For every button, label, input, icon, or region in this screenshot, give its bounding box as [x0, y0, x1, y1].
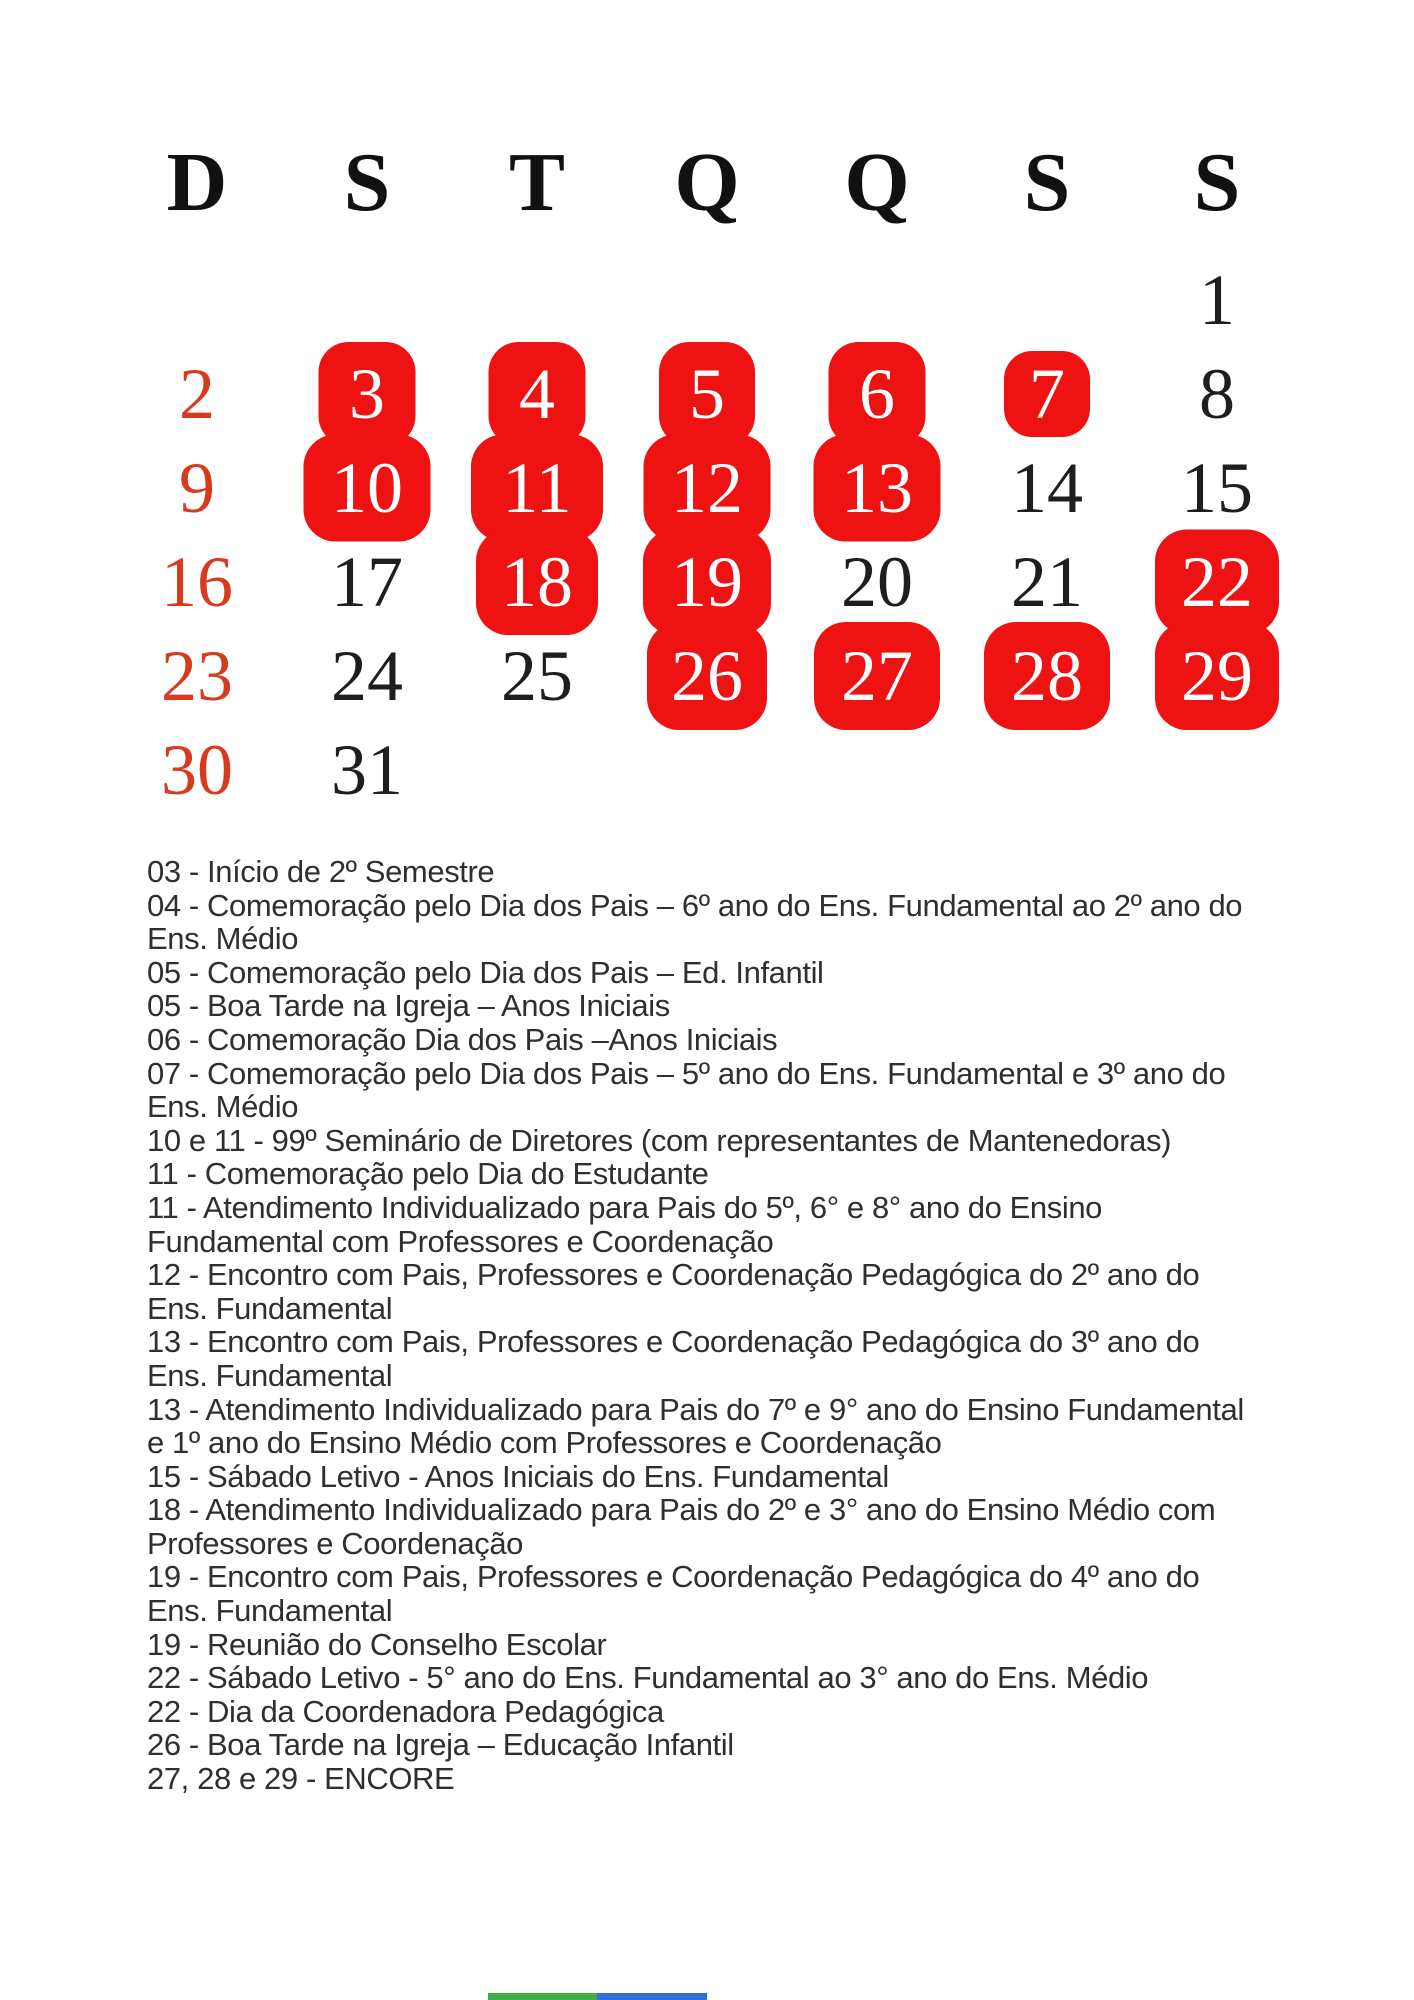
day-cell — [1132, 441, 1302, 535]
day-cell — [112, 723, 282, 817]
day-number: 21 — [1011, 542, 1083, 622]
footer-color-strip — [0, 1993, 1414, 2000]
day-cell — [1132, 629, 1302, 723]
day-number: 31 — [331, 730, 403, 810]
day-cell — [282, 441, 452, 535]
day-cell — [792, 535, 962, 629]
day-number: 28 — [1011, 636, 1083, 716]
event-line: 26 - Boa Tarde na Igreja – Educação Infantil — [147, 1727, 734, 1763]
day-cell — [962, 347, 1132, 441]
day-cell — [282, 347, 452, 441]
day-cell — [792, 347, 962, 441]
event-line: Ens. Médio — [147, 921, 299, 957]
day-number: 24 — [331, 636, 403, 716]
event-line: 22 - Sábado Letivo - 5° ano do Ens. Fundamental ao 3° ano do Ens. Médio — [147, 1660, 1149, 1696]
weekday-label: Q — [844, 136, 910, 229]
day-number: 12 — [671, 448, 743, 528]
day-number: 20 — [841, 542, 913, 622]
event-line: 11 - Atendimento Individualizado para Pais do 5º, 6° e 8° ano do Ensino — [147, 1189, 1103, 1225]
event-line: Fundamental com Professores e Coordenação — [147, 1223, 774, 1259]
day-cell — [282, 629, 452, 723]
day-number: 10 — [331, 448, 403, 528]
day-number: 6 — [859, 354, 895, 434]
day-cell — [962, 629, 1132, 723]
day-cell — [792, 629, 962, 723]
day-cell — [112, 629, 282, 723]
day-number: 5 — [689, 354, 725, 434]
day-number: 25 — [501, 636, 573, 716]
day-number: 9 — [179, 448, 215, 528]
weekday-label: Q — [674, 136, 740, 229]
event-line: e 1º ano do Ensino Médio com Professores e Coordenação — [147, 1425, 942, 1461]
event-line: 13 - Encontro com Pais, Professores e Coordenação Pedagógica do 3º ano do — [147, 1324, 1200, 1360]
event-line: Ens. Fundamental — [147, 1357, 393, 1393]
day-number: 27 — [841, 636, 913, 716]
day-number: 22 — [1181, 542, 1253, 622]
event-line: 13 - Atendimento Individualizado para Pais do 7º e 9° ano do Ensino Fundamental — [147, 1391, 1244, 1427]
day-number: 2 — [179, 354, 215, 434]
day-cell — [112, 347, 282, 441]
day-number: 17 — [331, 542, 403, 622]
day-number: 7 — [1029, 354, 1065, 434]
event-line: 03 - Início de 2º Semestre — [147, 854, 495, 889]
day-cell — [112, 535, 282, 629]
day-cell — [962, 441, 1132, 535]
weekday-label: T — [508, 136, 566, 229]
day-cell — [112, 441, 282, 535]
day-cell — [452, 441, 622, 535]
day-number: 23 — [161, 636, 233, 716]
day-cell — [622, 347, 792, 441]
day-number: 13 — [841, 448, 913, 528]
footer-blue-segment — [597, 1993, 707, 2000]
day-cell — [452, 347, 622, 441]
event-line: 15 - Sábado Letivo - Anos Iniciais do Ens. Fundamental — [147, 1458, 889, 1494]
day-cell — [962, 535, 1132, 629]
event-list — [147, 855, 1244, 1796]
footer-green-segment — [488, 1993, 597, 2000]
day-number: 3 — [349, 354, 385, 434]
day-cell — [622, 535, 792, 629]
event-line: 10 e 11 - 99º Seminário de Diretores (com representantes de Mantenedoras) — [147, 1122, 1172, 1158]
day-number: 26 — [671, 636, 743, 716]
day-number: 8 — [1199, 354, 1235, 434]
event-line: 11 - Comemoração pelo Dia do Estudante — [147, 1156, 709, 1192]
day-number: 19 — [671, 542, 743, 622]
day-cell — [452, 535, 622, 629]
weekday-label: S — [1023, 136, 1071, 229]
event-line: Ens. Fundamental — [147, 1593, 393, 1629]
event-line: 18 - Atendimento Individualizado para Pais do 2º e 3° ano do Ensino Médio com — [147, 1492, 1216, 1528]
day-cell — [1132, 253, 1302, 347]
day-cell — [792, 441, 962, 535]
day-cell — [1132, 347, 1302, 441]
event-line: Ens. Fundamental — [147, 1290, 393, 1326]
day-cell — [622, 441, 792, 535]
day-cell — [622, 629, 792, 723]
event-line: Professores e Coordenação — [147, 1525, 524, 1561]
day-number: 11 — [502, 448, 572, 528]
event-line: 04 - Comemoração pelo Dia dos Pais – 6º ano do Ens. Fundamental ao 2º ano do — [147, 887, 1243, 923]
event-line: 06 - Comemoração Dia dos Pais –Anos Iniciais — [147, 1021, 778, 1057]
day-cell — [1132, 535, 1302, 629]
day-number: 14 — [1011, 448, 1083, 528]
event-line: Ens. Médio — [147, 1089, 299, 1125]
day-number: 29 — [1181, 636, 1253, 716]
event-line: 19 - Encontro com Pais, Professores e Coordenação Pedagógica do 4º ano do — [147, 1559, 1200, 1595]
event-line: 27, 28 e 29 - ENCORE — [147, 1761, 455, 1797]
event-line: 19 - Reunião do Conselho Escolar — [147, 1626, 607, 1662]
day-cell — [282, 535, 452, 629]
day-cell — [452, 629, 622, 723]
day-number: 15 — [1181, 448, 1253, 528]
event-line: 05 - Comemoração pelo Dia dos Pais – Ed. Infantil — [147, 954, 824, 990]
weekday-label: S — [1193, 136, 1241, 229]
weekday-label: S — [343, 136, 391, 229]
event-line: 22 - Dia da Coordenadora Pedagógica — [147, 1693, 664, 1729]
day-number: 18 — [501, 542, 573, 622]
weekday-label: D — [166, 136, 228, 229]
day-number: 16 — [161, 542, 233, 622]
day-number: 30 — [161, 730, 233, 810]
day-number: 1 — [1199, 260, 1235, 340]
event-line: 07 - Comemoração pelo Dia dos Pais – 5º ano do Ens. Fundamental e 3º ano do — [147, 1055, 1226, 1091]
day-cell — [282, 723, 452, 817]
day-number: 4 — [519, 354, 555, 434]
event-line: 12 - Encontro com Pais, Professores e Coordenação Pedagógica do 2º ano do — [147, 1257, 1200, 1293]
event-line: 05 - Boa Tarde na Igreja – Anos Iniciais — [147, 988, 670, 1024]
